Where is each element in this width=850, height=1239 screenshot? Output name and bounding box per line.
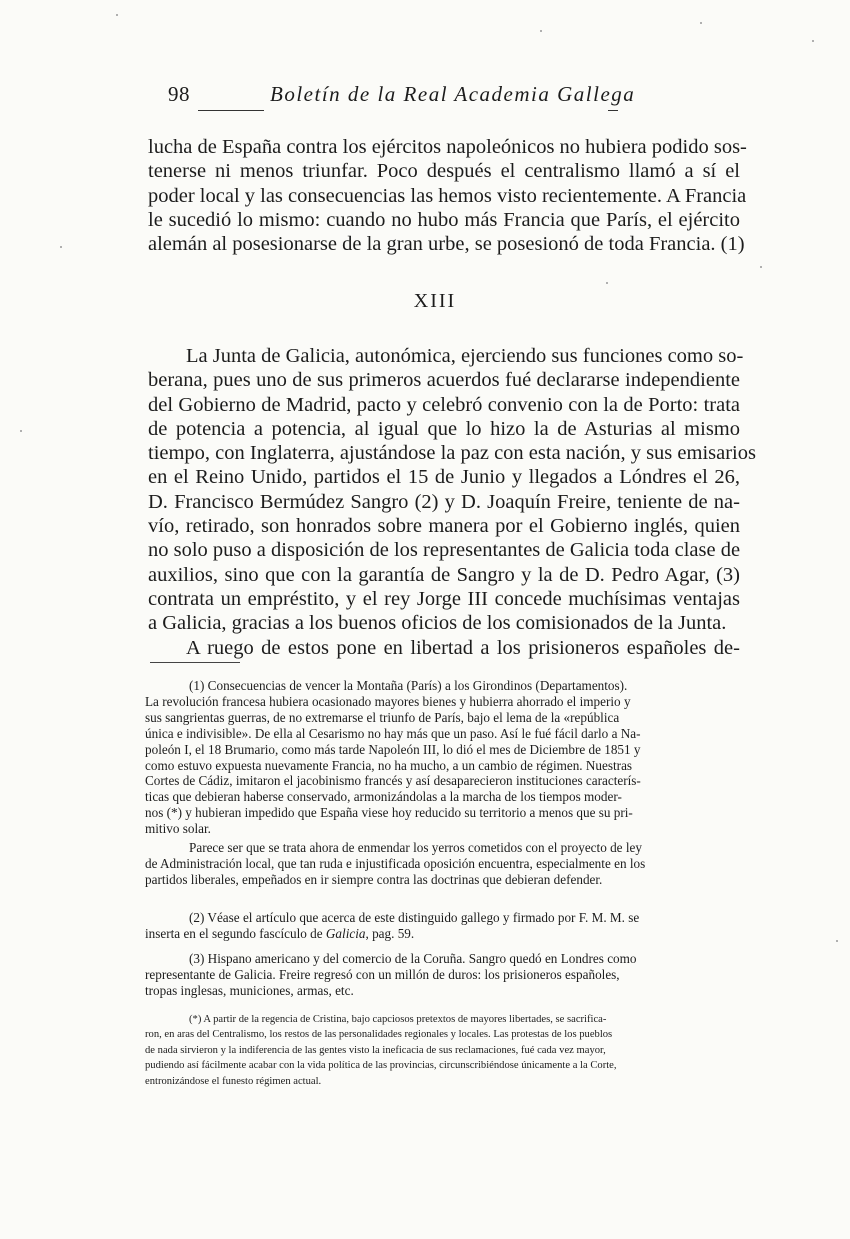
footnote-line: de nada sirvieron y la indiferencia de las gentes visto la ineficacia de sus reclamaciones, fué cada vez mayor, — [145, 1044, 606, 1056]
text-line: berana, pues uno de sus primeros acuerdos fué declararse independiente — [148, 369, 740, 392]
footnote-line: sus sangrientas guerras, de no extremarse el triunfo de París, bajo el lema de la «república — [145, 709, 620, 725]
footnote-line: ticas que debieran haberse conservado, armonizándolas a la marcha de los tiempos moder- — [145, 789, 622, 805]
footnote-line: (3) Hispano americano y del comercio de la Coruña. Sangro quedó en Londres como — [189, 951, 637, 966]
footnote-line: (1) Consecuencias de vencer la Montaña (París) a los Girondinos (Departamentos). — [189, 678, 628, 693]
footnote-line: como estuvo expuesta nuevamente Francia, no ha mucho, a un cambio de régimen. Nuestras — [145, 757, 633, 773]
text-line: vío, retirado, son honrados sobre manera por el Gobierno inglés, quien — [148, 515, 740, 538]
running-title: Boletín de la Real Academia Gallega — [270, 82, 636, 106]
footnote-line: ron, en aras del Centralismo, los restos de las personalidades regionales y locales. Las protestas de los pueblos — [145, 1029, 613, 1041]
footnote-line: poleón I, el 18 Brumario, como más tarde Napoleón III, lo dió el mes de Diciembre de 1851 y — [145, 741, 641, 757]
text-line: tiempo, con Inglaterra, ajustándose la paz con esta nación, y sus emisarios — [148, 442, 756, 465]
footnote-line: de Administración local, que tan ruda e injustificada oposición encuentra, especialmente en los — [145, 855, 646, 871]
footnote-line: (2) Véase el artículo que acerca de este distinguido gallego y firmado por F. M. M. se — [189, 910, 640, 925]
page-number: 98 — [168, 82, 190, 106]
header-rule-left — [198, 110, 264, 111]
text-line: a Galicia, gracias a los buenos oficios de los comisionados de la Junta. — [148, 612, 727, 635]
footnote-separator — [150, 662, 240, 663]
footnote-line: La revolución francesa hubiera ocasionado mayores bienes y hubierra ahorrado el imperio y — [145, 693, 631, 709]
text-line: alemán al posesionarse de la gran urbe, se posesionó de toda Francia. (1) — [148, 233, 745, 256]
text-line: poder local y las consecuencias las hemos visto recientemente. A Francia — [148, 184, 747, 207]
text-line: no solo puso a disposición de los representantes de Galicia toda clase de — [148, 539, 741, 562]
footnote-2 — [145, 910, 743, 942]
footnote-line: única e indivisible». De ella al Cesarismo no hay más que un paso. Así le fué fácil darlo a Na- — [145, 725, 641, 741]
text-line: tenerse ni menos triunfar. Poco después el centralismo llamó a sí el — [148, 160, 740, 183]
footnote-star — [145, 1012, 743, 1089]
text-line: del Gobierno de Madrid, pacto y celebró convenio con la de Porto: trata — [148, 393, 740, 416]
footnote-line: (*) A partir de la regencia de Cristina, bajo capciosos pretextos de mayores libertades, se sacrifica- — [189, 1014, 607, 1025]
footnote-line: nos (*) y hubieran impedido que España viese hoy reducido su territorio a menos que su pri- — [145, 805, 633, 821]
page-header — [168, 82, 636, 116]
footnote-3 — [145, 951, 743, 999]
text-line: auxilios, sino que con la garantía de Sangro y la de D. Pedro Agar, (3) — [148, 563, 740, 586]
footnote-line: Cortes de Cádiz, imitaron el jacobinismo francés y así desaparecieron instituciones caracterís- — [145, 773, 641, 789]
footnote-line: representante de Galicia. Freire regresó con un millón de duros: los prisioneros españoles, — [145, 966, 620, 982]
text-line: lucha de España contra los ejércitos napoleónicos no hubiera podido sos- — [148, 136, 747, 158]
text-line: A ruego de estos pone en libertad a los prisioneros españoles de- — [186, 636, 740, 659]
text-line: La Junta de Galicia, autonómica, ejerciendo sus funciones como so- — [186, 345, 744, 367]
text-line: de potencia a potencia, al igual que lo hizo la de Asturias al mismo — [148, 417, 740, 440]
footnote-line: pudiendo así fácilmente acabar con la vida política de las provincias, circunscribiéndose únicamente a la Corte, — [145, 1060, 617, 1072]
journal-title: Galicia — [325, 925, 366, 941]
footnote-line: entronizándose el funesto régimen actual. — [145, 1075, 322, 1087]
text-line: D. Francisco Bermúdez Sangro (2) y D. Joaquín Freire, teniente de na- — [148, 490, 740, 513]
section-heading: XIII — [413, 290, 457, 312]
text-line: le sucedió lo mismo: cuando no hubo más Francia que París, el ejército — [148, 208, 740, 231]
footnote-line: mitivo solar. — [145, 821, 211, 837]
footnote-1 — [145, 678, 743, 888]
footnote-text: , pag. 59. — [365, 925, 415, 941]
footnote-line: tropas inglesas, municiones, armas, etc. — [145, 982, 354, 998]
footnote-text: inserta en el segundo fascículo de — [145, 925, 326, 941]
header-rule-right — [608, 110, 618, 111]
footnote-line: Parece ser que se trata ahora de enmendar los yerros cometidos con el proyecto de ley — [189, 840, 642, 856]
paragraph-1 — [148, 135, 747, 256]
paragraph-2 — [148, 344, 756, 660]
footnote-line: partidos liberales, empeñados en ir siempre contra las doctrinas que debieran defender. — [145, 871, 603, 887]
footnote-line — [145, 926, 743, 942]
text-line: en el Reino Unido, partidos el 15 de Junio y llegados a Lóndres el 26, — [148, 466, 740, 489]
text-line: contrata un empréstito, y el rey Jorge III concede muchísimas ventajas — [148, 587, 740, 610]
